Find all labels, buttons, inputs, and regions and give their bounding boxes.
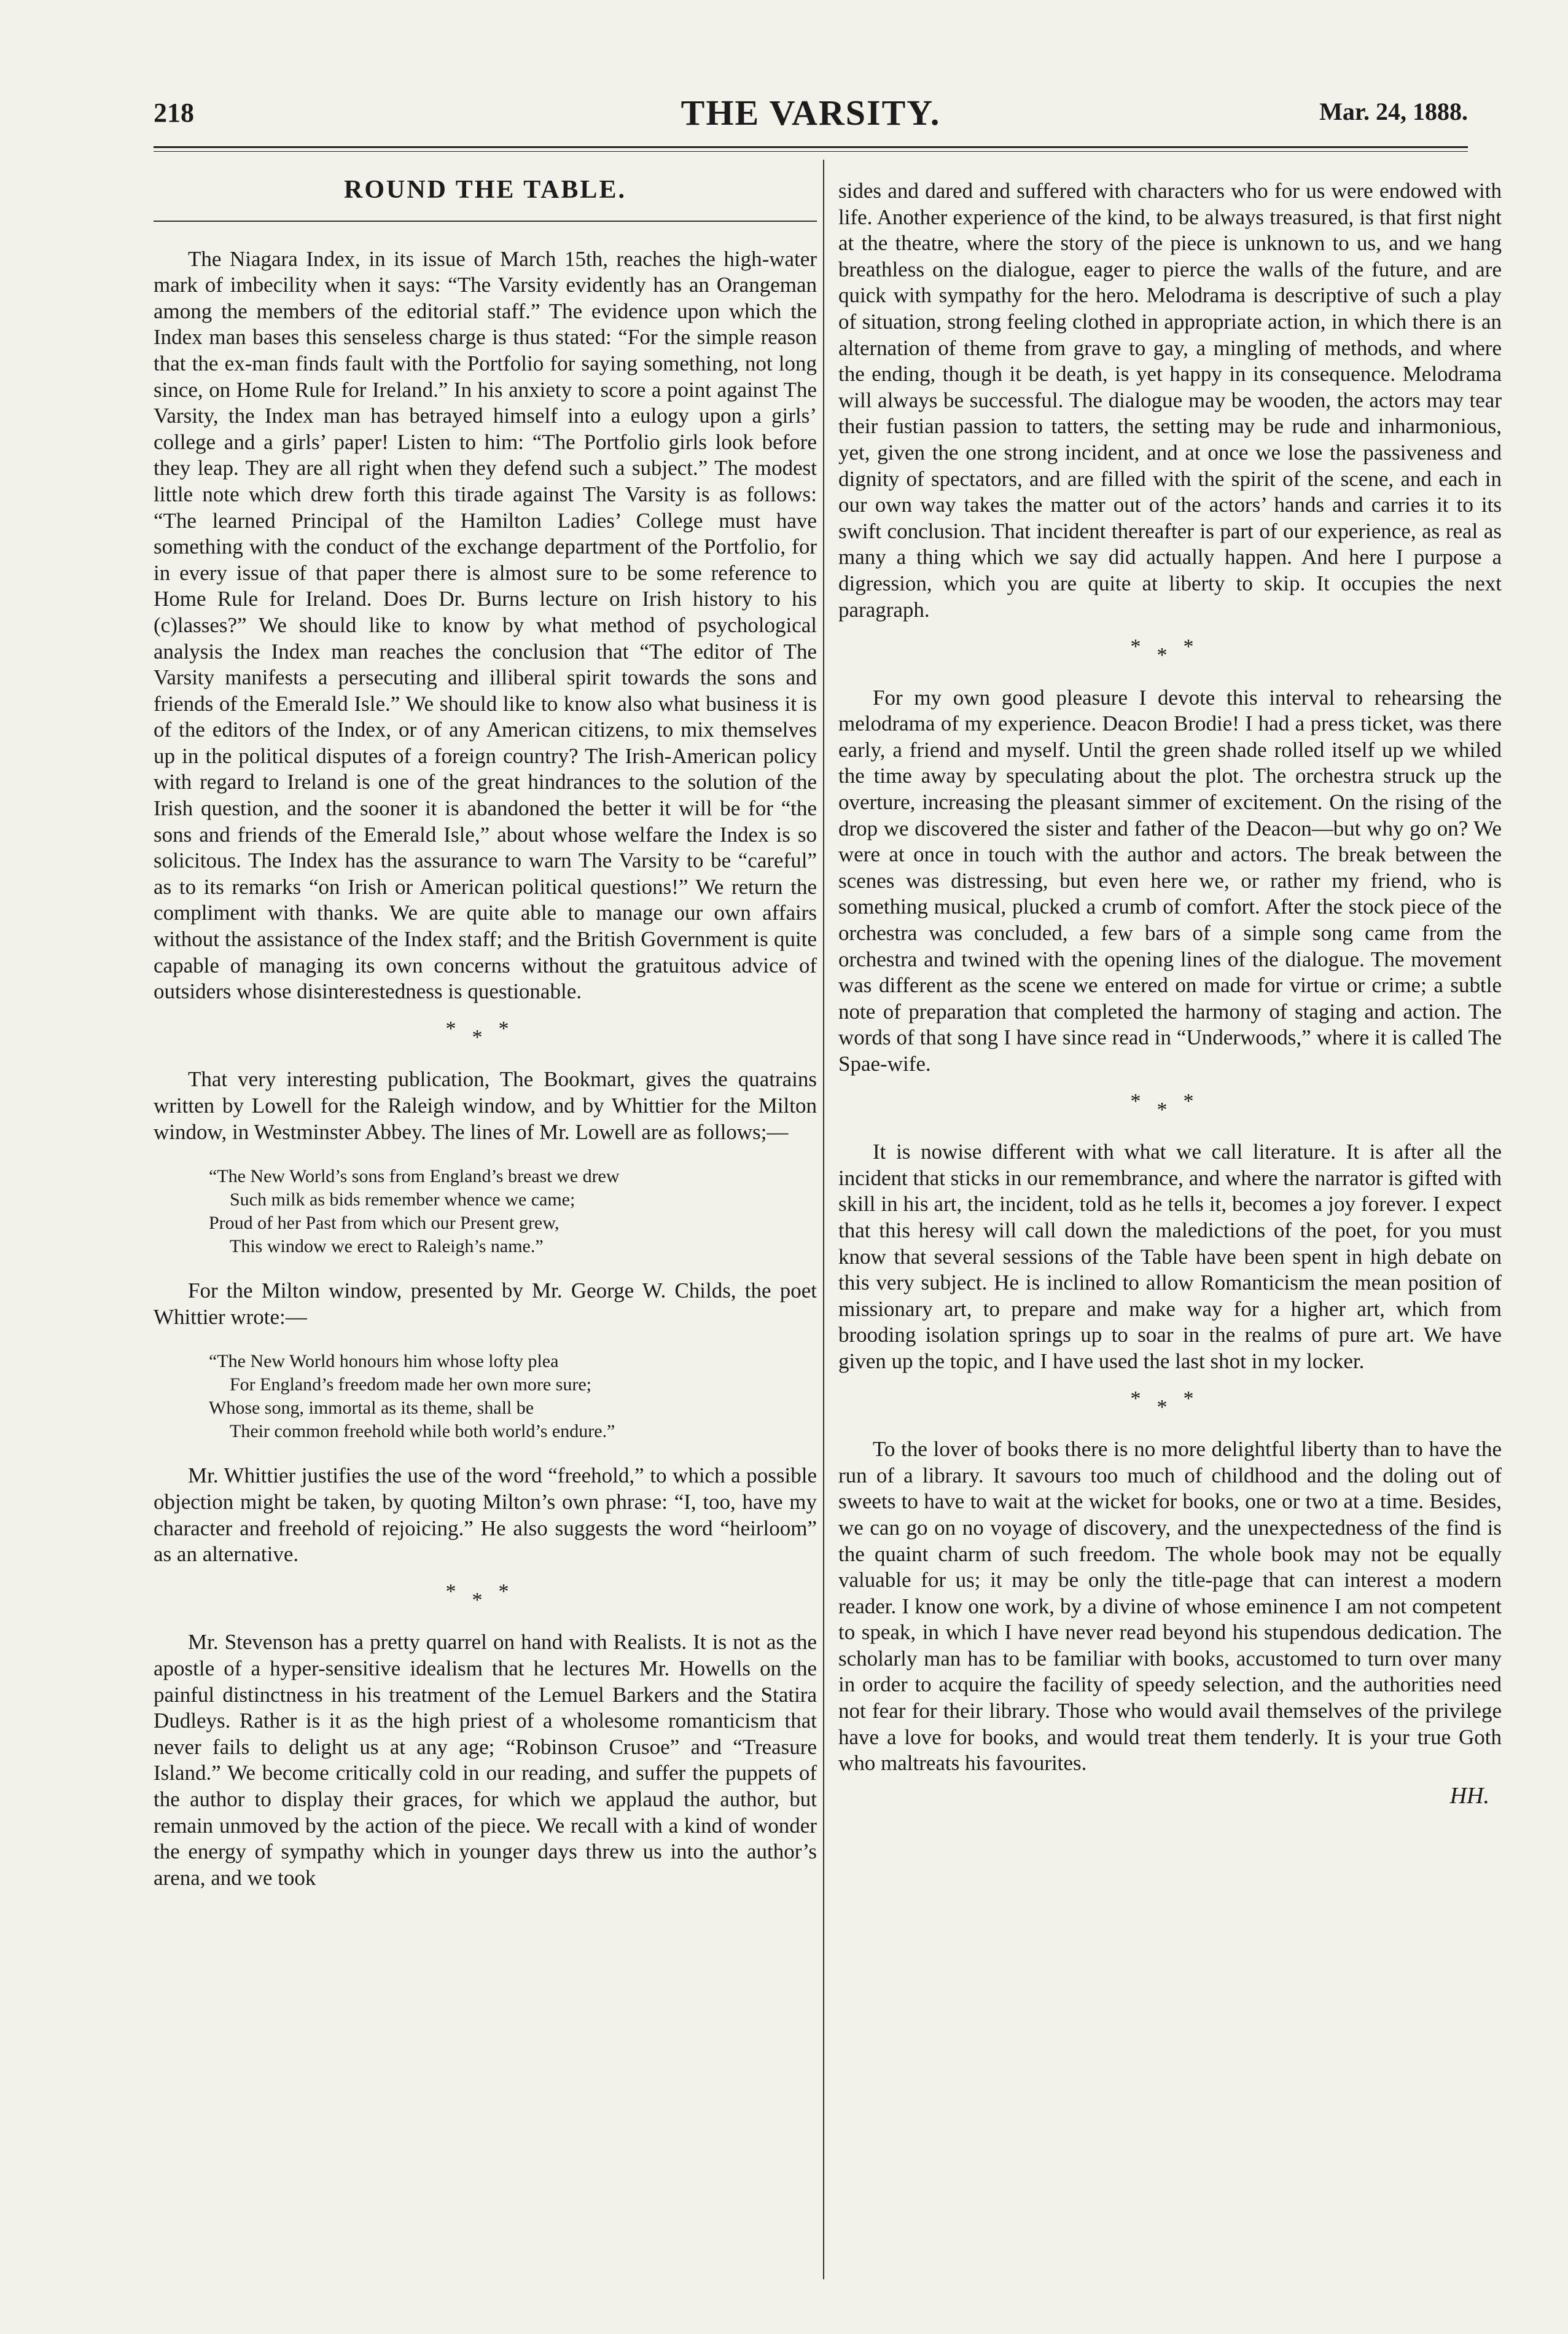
issue-date: Mar. 24, 1888. — [1319, 98, 1468, 125]
section-title: ROUND THE TABLE. — [344, 176, 626, 204]
header-rule — [154, 146, 1468, 148]
masthead-title: THE VARSITY. — [681, 93, 941, 133]
poem-line: “The New World honours him whose lofty plea — [209, 1351, 559, 1372]
poem-line: Whose song, immortal as its theme, shall be — [209, 1398, 534, 1419]
left-column — [154, 172, 817, 1891]
poem-line: Such milk as bids remember whence we came; — [230, 1189, 575, 1210]
section-separator: *** — [1130, 1089, 1210, 1121]
poem-line: Their common freehold while both world’s endure.” — [230, 1421, 615, 1442]
section-separator: *** — [445, 1580, 525, 1611]
header-rule-thin — [154, 151, 1468, 152]
paragraph-milton-window: For the Milton window, presented by Mr. George W. Childs, the poet Whittier wrote:— — [154, 1279, 817, 1329]
paragraph-library: To the lover of books there is no more delightful liberty than to have the run of a library. It savours too much of childhood and the doling out of sweets to have to wait at the wicket for books, one or two at a time. Besides, we can go on no voyage of discovery, and the unexpectedness of the find is the quaint charm of such freedom. The whole book may not be equally valuable for us; it may be only the title-page that can interest a modern reader. I know one work, by a divine of whose eminence I am not competent to speak, in which I have never read beyond his stupendous dedication. The scholarly man has to be familiar with books, accustomed to turn over many in order to acquire the facility of speedy selection, and the authorities need not fear for their library. Those who would avail themselves of the privilege have a love for books, and would treat them tenderly. It is your true Goth who maltreats his favourites. — [838, 1437, 1502, 1776]
section-separator: *** — [1130, 1387, 1210, 1419]
page-header — [154, 92, 1468, 141]
poem-line: Proud of her Past from which our Present grew, — [209, 1213, 560, 1234]
paragraph-deacon-brodie: For my own good pleasure I devote this interval to rehearsing the melodrama of my experience. Deacon Brodie! I had a press ticket, was there early, a friend and myself. Until the green shade rolled itself up we whiled the time away by speculating about the plot. The orchestra struck up the overture, increasing the pleasant simmer of excitement. On the rising of the drop we discovered the sister and father of the Deacon—but why go on? We were at once in touch with the author and actors. The break between the scenes was distressing, but even here we, or rather my friend, who is something musical, plucked a crumb of comfort. After the stock piece of the orchestra was concluded, a few bars of a simple song came from the orchestra and twined with the opening lines of the dialogue. The movement was different as the scene we entered on made for virtue or crime; a subtle note of preparation that completed the harmony of staging and action. The words of that song I have since read in “Underwoods,” where it is called The Spae-wife. — [838, 685, 1502, 1076]
paragraph-literature: It is nowise different with what we call literature. It is after all the incident that sticks in our remembrance, and where the narrator is gifted with skill in his art, the incident, told as he tells it, becomes a joy forever. I expect that this heresy will call down the maledictions of the poet, for you must know that several sessions of the Table have been spent in high debate on this very subject. He is inclined to allow Romanticism the mean position of missionary art, to prepare and make way for a higher art, which from brooding isolation springs up to soar in the realms of pure art. We have given up the topic, and I have used the last shot in my locker. — [838, 1140, 1502, 1373]
poem-line: This window we erect to Raleigh’s name.” — [230, 1236, 544, 1257]
poem-lowell — [209, 1165, 817, 1258]
paragraph-melodrama: sides and dared and suffered with characters who for us were endowed with life. Another experience of the kind, to be always treasured, is that first night at the theatre, where the story of the piece is unknown to us, and we hang breathless on the dialogue, eager to pierce the walls of the future, and are quick with sympathy for the hero. Melodrama is descriptive of such a play of situation, strong feeling clothed in appropriate action, in which there is an alternation of theme from grave to gay, a mingling of methods, and where the ending, though it be death, is yet happy in its consequence. Melodrama will always be successful. The dialogue may be wooden, the actors may tear their fustian passion to tatters, the setting may be rude and inharmonious, yet, given the one strong incident, and at once we lose the passiveness and dignity of spectators, and are filled with the spirit of the scene, and each in our own way takes the matter out of the actors’ hands and carries it to its swift conclusion. That incident thereafter is part of our experience, as real as many a thing which we say did actually happen. And here I purpose a digression, which you are quite at liberty to skip. It occupies the next paragraph. — [838, 179, 1502, 622]
poem-whittier — [209, 1350, 817, 1443]
column-divider — [823, 160, 824, 2279]
poem-line: For England’s freedom made her own more sure; — [230, 1374, 591, 1395]
section-separator: *** — [1130, 635, 1210, 667]
paragraph-bookmart: That very interesting publication, The Bookmart, gives the quatrains written by Lowell for the Raleigh window, and by Whittier for the Milton window, in Westminster Abbey. The lines of Mr. Lowell are as follows;— — [154, 1067, 817, 1144]
paragraph-freehold: Mr. Whittier justifies the use of the word “freehold,” to which a possible objection might be taken, by quoting Milton’s own phrase: “I, too, have my character and freehold of rejoicing.” He also suggests the word “heirloom” as an alternative. — [154, 1463, 817, 1567]
paragraph-niagara-index: The Niagara Index, in its issue of March 15th, reaches the high-water mark of imbecility when it says: “The Varsity evidently has an Orangeman among the members of the editorial staff.” The evidence upon which the Index man bases this senseless charge is thus stated: “For the simple reason that the ex-man finds fault with the Portfolio for saying something, not long since, on Home Rule for Ireland.” In his anxiety to score a point against The Varsity, the Index man has betrayed himself into a eulogy upon a girls’ college and a girls’ paper! Listen to him: “The Portfolio girls look before they leap. They are all right when they defend such a subject.” The modest little note which drew forth this tirade against The Varsity is as follows: “The learned Principal of the Hamilton Ladies’ College must have something with the conduct of the exchange department of the Portfolio, for in every issue of that paper there is almost sure to be some reference to Home Rule for Ireland. Does Dr. Burns lecture on Irish history to his (c)lasses?” We should like to know by what method of psychological analysis the Index man reaches the conclusion that “The editor of The Varsity manifests a persecuting and illiberal spirit towards the sons and friends of the Emerald Isle.” We should like to know also what business it is of the editors of the Index, or of any American citizens, to mix themselves up in the political disputes of a foreign country? The Irish-American policy with regard to Ireland is one of the great hindrances to the solution of the Irish question, and the sooner it is abandoned the better it will be for “the sons and friends of the Emerald Isle,” about whose welfare the Index is so solicitous. The Index has the assurance to warn The Varsity to be “careful” as to its remarks “on Irish or American political questions!” We return the compliment with thanks. We are quite able to manage our own affairs without the assistance of the Index staff; and the British Government is quite capable of managing its own concerns without the gratuitous advice of outsiders whose disinterestedness is questionable. — [154, 246, 817, 1004]
paragraph-stevenson: Mr. Stevenson has a pretty quarrel on hand with Realists. It is not as the apostle of a hyper-sensitive idealism that he lectures Mr. Howells on the painful distinctness in his treatment of the Lemuel Barkers and the Statira Dudleys. Rather is it as the high priest of a wholesome romanticism that never fails to delight us at any age; “Robinson Crusoe” and “Treasure Island.” We become critically cold in our reading, and suffer the puppets of the author to display their graces, for which we applaud the author, but remain unmoved by the action of the piece. We recall with a kind of wonder the energy of sympathy which in younger days threw us into the author’s arena, and we took — [154, 1630, 817, 1890]
poem-line: “The New World’s sons from England’s breast we drew — [209, 1166, 620, 1187]
author-signature: HH. — [1449, 1782, 1489, 1809]
right-column — [838, 178, 1502, 1809]
section-separator: *** — [445, 1017, 525, 1049]
page-number: 218 — [154, 98, 194, 128]
section-title-rule — [154, 221, 817, 222]
